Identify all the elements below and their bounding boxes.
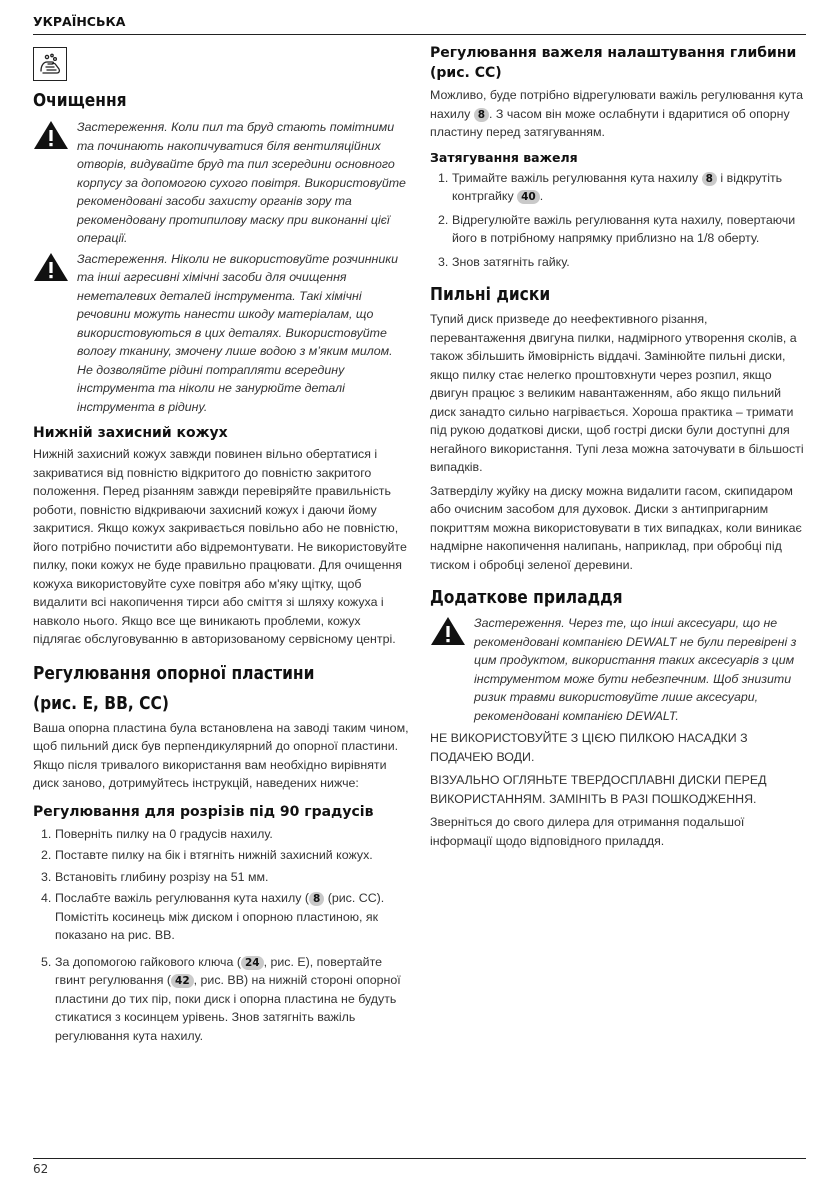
- accessories-note-3: Зверніться до свого дилера для отримання подальшої інформації щодо відповідного приладдя.: [430, 815, 745, 848]
- part-number-badge: 8: [702, 172, 717, 186]
- accessories-note-2: ВІЗУАЛЬНО ОГЛЯНЬТЕ ТВЕРДОСПЛАВНІ ДИСКИ ПЕРЕД ВИКОРИСТАННЯМ. ЗАМІНІТЬ В РАЗІ ПОШКОДЖЕННЯ.: [430, 773, 767, 806]
- accessories-warning: [430, 614, 806, 725]
- part-number-badge: 8: [309, 892, 324, 906]
- lower-guard-title: Нижній захисний кожух: [33, 425, 228, 441]
- tighten-lever-title: Затягування важеля: [430, 149, 578, 165]
- cuts-90-title: Регулювання для розрізів під 90 градусів: [33, 803, 374, 820]
- warning-triangle-icon: [33, 252, 69, 282]
- cuts-90-steps: [33, 825, 410, 1046]
- footer-rule: [33, 1158, 806, 1159]
- shoe-adjust-title-line1: Регулювання опорної пластини: [33, 662, 315, 684]
- list-item: 3. Встановіть глибину розрізу на 51 мм.: [41, 869, 269, 884]
- warning-text: Застереження. Ніколи не використовуйте розчинники та інші агресивні хімічні засоби для очищення неметалевих деталей інструмента. Такі хімічні речовини можуть нанести шкоду матеріалам, що використовуються в цих деталях. Використовуйте вологу тканину, змочену лише водою з м’яким милом. Не дозволяйте рідині потрапляти всередину інструмента та ніколи не занурюйте деталі інструмента в рідину.: [77, 251, 398, 414]
- part-number-badge: 40: [517, 190, 540, 204]
- saw-blades-text-2: Затверділу жуйку на диску можна видалити гасом, скипидаром або очисним засобом для духовок. Диски з антипригарним покриттям можна використовувати в тих випадках, коли виникає надмірне накопичення налипань, наприклад, при обробці під тиском і обробці зеленої деревини.: [430, 483, 802, 572]
- warning-triangle-icon: [33, 120, 69, 150]
- depth-lever-text: Можливо, буде потрібно відрегулювати важіль регулювання кута нахилу 8 . З часом він може ослабнути і вдаритися об опорну пластину перед затягуванням.: [430, 88, 803, 139]
- cleaning-warning-2: [33, 250, 410, 417]
- list-item: 1. Поверніть пилку на 0 градусів нахилу.: [41, 826, 273, 841]
- hands-cleaning-icon: [33, 47, 67, 81]
- list-item: 4. Послабте важіль регулювання кута нахилу ( 8 (рис. CC). Помістіть косинець між диском і опорною пластиною, як показано на рис. BB.: [41, 891, 385, 942]
- warning-triangle-icon: [430, 616, 466, 646]
- depth-lever-title: Регулювання важеля налаштування глибини (рис. CC): [430, 45, 797, 81]
- shoe-adjust-title-line2: (рис. E, BB, CC): [33, 692, 169, 714]
- accessories-title: Додаткове приладдя: [430, 587, 623, 608]
- warning-text: Застереження. Через те, що інші аксесуари, що не рекомендовані компанією DEWALT не були перевірені з цим продуктом, використання таких аксесуарів з цим інструментом може бути небезпечним. Щоб знизити ризик травми використовуйте лише аксесуари, рекомендовані компанією DEWALT.: [474, 616, 797, 723]
- page-number: 62: [33, 1162, 49, 1176]
- list-item: 2. Відрегулюйте важіль регулювання кута нахилу, повертаючи його в потрібному напрямку приблизно на 1/8 оберту.: [438, 212, 796, 245]
- shoe-adjust-title: [33, 659, 357, 719]
- tighten-lever-steps: [430, 169, 806, 272]
- part-number-badge: 24: [241, 956, 264, 970]
- right-column: [430, 40, 806, 850]
- list-item: 1. Тримайте важіль регулювання кута нахилу 8 і відкрутіть контргайку 40 .: [438, 170, 783, 203]
- accessories-note-1: НЕ ВИКОРИСТОВУЙТЕ З ЦІЄЮ ПИЛКОЮ НАСАДКИ З ПОДАЧЕЮ ВОДИ.: [430, 731, 748, 764]
- part-number-badge: 42: [171, 974, 194, 988]
- warning-text: Застереження. Коли пил та бруд стають помітними та починають накопичуватися біля вентиляційних отворів, видувайте бруд та пил зсередини основного корпусу за допомогою сухого повітря. Використовуйте рекомендовані засоби захисту органів зору та рекомендовану протипилову маску при виконанні цієї операції.: [77, 120, 406, 245]
- saw-blades-text-1: Тупий диск призведе до неефективного різання, перевантаження двигуна пилки, надмірного утворення сколів, а також збільшить ймовірність віддачі. Замінюйте пильні диски, якщо пилку стає нелегко проштовхнути через розпил, якщо двигун працює з великим навантаженням, або якщо пильний диск занадто сильно нагрівається. Хороша практика – тримати під рукою додаткові диски, щоб гострі диски були доступні для негайного використання. Тупі леза можна заточувати в більшості випадків.: [430, 312, 804, 474]
- list-item: 5. За допомогою гайкового ключа ( 24 , рис. E), повертайте гвинт регулювання ( 42 , рис. BB) на нижній стороні опорної пластини до тих пір, поки диск і опорна пластина не будуть стикатися з косинцем урівень. Знов затягніть важіль регулювання кута нахилу.: [41, 954, 401, 1043]
- left-column: [33, 40, 410, 1045]
- cleaning-title: Очищення: [33, 90, 127, 111]
- list-item: 2. Поставте пилку на бік і втягніть нижній захисний кожух.: [41, 848, 373, 862]
- language-header: УКРАЇНСЬКА: [33, 14, 126, 29]
- part-number-badge: 8: [474, 108, 489, 122]
- header-rule: [33, 34, 806, 35]
- saw-blades-title: Пильні диски: [430, 284, 551, 305]
- cleaning-warning-1: [33, 118, 410, 248]
- shoe-adjust-text: Ваша опорна пластина була встановлена на заводі таким чином, щоб пильний диск був перпендикулярний до опорної пластини. Якщо після тривалого використання вам необхідно вирівняти диск заново, дотримуйтесь інструкцій, наведених нижче:: [33, 720, 409, 790]
- lower-guard-text: Нижній захисний кожух завжди повинен вільно обертатися і закриватися від повністю відкритого до повністю закритого положення. Перед різанням завжди перевіряйте правильність роботи, повністю відкриваючи захисний кожух і даючи йому закритися. Якщо кожух закривається повільно або не повністю, його потрібно почистити або відремонтувати. Не використовуйте пилку, поки кожух не буде правильно працювати. Для очищення кожуха використовуйте сухе повітря або м'яку щітку, щоб видалити всі накопичення тирси або сміття зі шляху кожуха і навколо нього. Якщо все ще виникають проблеми, кожух підлягає обслуговуванню в авторизованому сервісному центрі.: [33, 447, 407, 646]
- list-item: 3. Знов затягніть гайку.: [438, 254, 570, 269]
